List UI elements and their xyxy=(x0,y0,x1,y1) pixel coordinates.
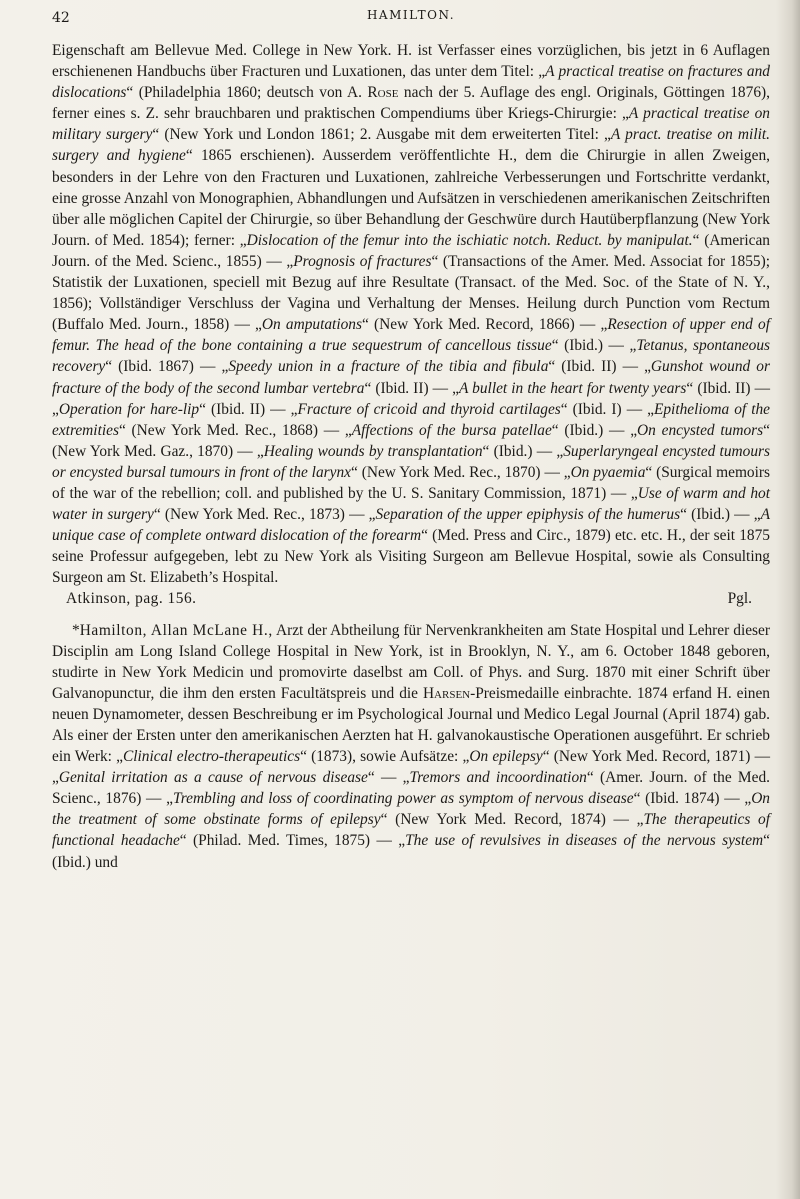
text-run: “ (New York Med. Rec., 1868) — „ xyxy=(118,421,352,439)
text-run: Harsen xyxy=(422,684,471,702)
text-run: “ (Transactions of the Amer. Med. Associat for 1855); Statistik der Luxationen, speciell mit Bezug auf ihre Resultate (Transact. of the Med. Soc. of the State of N. Y., 1856); Vollständiger Verschluss der Vagina und Verhaltung der Menses. Heilung durch Punction vom Rectum (Buffalo Med. Journ., 1858) — „ xyxy=(52,252,770,334)
text-run: Eigenschaft am Bellevue Med. College in New York. H. ist Verfasser eines vorzüglichen, bis jetzt in 6 Auflagen erschienenen Handbuchs über Fracturen und Luxationen, das unter dem Titel: „ xyxy=(52,42,770,81)
text-run: Rose xyxy=(367,84,399,102)
text-run: “ (Ibid.) und xyxy=(52,832,770,871)
title-citation: Use of warm and hot water in surgery xyxy=(52,484,770,524)
text-run: “ (New York Med. Record, 1866) — „ xyxy=(362,316,608,334)
title-citation: Superlaryngeal encysted tumours or encysted bursal tumours in front of the larynx xyxy=(52,442,770,481)
text-run: “ (Ibid.) — „ xyxy=(680,506,761,524)
title-citation: Dislocation of the femur into the ischiatic notch. Reduct. by manipulat. xyxy=(246,231,693,249)
entry-hamilton-allan xyxy=(52,620,770,873)
text-run: “ (Ibid. 1874) — „ xyxy=(633,790,752,808)
text-run: “ (Ibid.) — „ xyxy=(551,421,638,439)
text-run: “ (New York und London 1861; 2. Ausgabe mit dem erweiterten Titel: „ xyxy=(152,126,611,144)
text-run: “ (New York Med. Rec., 1873) — „ xyxy=(153,506,376,524)
title-citation: Speedy union in a fracture of the tibia and fibula xyxy=(228,358,549,376)
title-citation: A bullet in the heart for twenty years xyxy=(458,379,687,397)
title-citation: Affections of the bursa patellae xyxy=(351,421,552,439)
source-reference: Atkinson, pag. 156. xyxy=(66,590,197,608)
text-run: “ (Ibid. I) — „ xyxy=(560,400,654,418)
body-text xyxy=(52,40,770,873)
text-run: “ 1865 erschienen). Ausserdem veröffentlichte H., dem die Chirurgie in allen Zweigen, besonders in der Lehre von den Fracturen und Luxationen, zahlreiche Verbesserungen und Fortschritte verdankt, eine grosse Anzahl von Monographien, Abhandlungen und Aufsätzen in verschiedenen amerikanischen Zeitschriften über alle möglichen Capitel der Chirurgie, so über Behandlung der Geschwüre durch Hautüberpflanzung (New York Journ. of Med. 1854); ferner: „ xyxy=(52,147,771,249)
text-run: “ (Ibid. II) — „ xyxy=(548,358,651,376)
text-run: “ (New York Med. Record, 1874) — „ xyxy=(380,811,644,829)
text-run: “ (Med. Press and Circ., 1879) etc. etc. H., der seit 1875 seine Professur aufgegeben, lebt zu New York als Visiting Surgeon am Bellevue Hospital, sowie als Consulting Surgeon am St. Elizabeth’s Hospital. xyxy=(52,527,770,587)
text-run: “ (Ibid.) — „ xyxy=(551,337,637,355)
text-run: “ (1873), sowie Aufsätze: „ xyxy=(300,748,470,766)
title-citation: Resection of upper end of femur. The head of the bone containing a true sequestrum of cancellous tissue xyxy=(52,316,770,355)
text-run: “ (Ibid. II) — „ xyxy=(364,379,459,397)
text-run: “ (American Journ. of the Med. Scienc., 1855) — „ xyxy=(52,231,770,270)
title-citation: The therapeutics of functional headache xyxy=(52,811,770,850)
title-citation: On encysted tumors xyxy=(637,421,764,439)
entry-hamilton-continued xyxy=(52,40,770,610)
title-citation: On epilepsy xyxy=(469,748,543,766)
text-run: “ (New York Med. Gaz., 1870) — „ xyxy=(52,421,770,460)
running-head: HAMILTON. xyxy=(366,8,456,22)
title-citation: Trembling and loss of coordinating power as symptom of nervous disease xyxy=(172,790,634,808)
title-citation: A unique case of complete ontward dislocation of the forearm xyxy=(52,506,770,545)
title-citation: On the treatment of some obstinate forms of epilepsy xyxy=(52,790,770,829)
title-citation: Prognosis of fractures xyxy=(293,252,432,270)
title-citation: On pyaemia xyxy=(570,463,646,481)
text-run: “ (Amer. Journ. of the Med. Scienc., 1876) — „ xyxy=(52,769,770,808)
page-header xyxy=(52,8,770,32)
text-run: “ (Ibid. II) — „ xyxy=(52,379,770,418)
entry-byline xyxy=(52,588,770,609)
text-run: “ (New York Med. Rec., 1870) — „ xyxy=(351,463,571,481)
text-run: “ (Ibid. 1867) — „ xyxy=(105,358,229,376)
page-number: 42 xyxy=(52,10,70,26)
title-citation: Tremors and incoordination xyxy=(409,769,587,787)
title-citation: Genital irritation as a cause of nervous disease xyxy=(58,769,368,787)
title-citation: A practical treatise on military surgery xyxy=(52,105,770,144)
title-citation: A pract. treatise on milit. surgery and hygiene xyxy=(52,126,770,165)
text-run: “ (Surgical memoirs of the war of the rebellion; coll. and published by the U. S. Sanitary Commission, 1871) — „ xyxy=(52,463,771,502)
entry-paragraph xyxy=(52,620,770,873)
entry-marker: * xyxy=(72,621,80,639)
title-citation: Gunshot wound or fracture of the body of the second lumbar vertebra xyxy=(52,358,770,397)
title-citation: Operation for hare-lip xyxy=(58,400,200,418)
editor-signature: Pgl. xyxy=(727,590,752,608)
text-run: “ (Philadelphia 1860; deutsch von A. xyxy=(126,84,368,102)
entry-paragraph xyxy=(52,40,770,588)
title-citation: Separation of the upper epiphysis of the humerus xyxy=(375,506,681,524)
text-run: nach der 5. Auflage des engl. Originals, Göttingen 1876), ferner eines s. Z. sehr brauchbaren und praktischen Compendiums über Kriegs-Chirurgie: „ xyxy=(52,84,770,123)
title-citation: A practical treatise on fractures and dislocations xyxy=(52,63,770,102)
text-run: “ — „ xyxy=(367,769,410,787)
title-citation: On amputations xyxy=(261,316,362,334)
title-citation: Fracture of cricoid and thyroid cartilages xyxy=(297,400,561,418)
title-citation: The use of revulsives in diseases of the nervous system xyxy=(405,832,764,850)
title-citation: Clinical electro-therapeutics xyxy=(122,748,301,766)
text-run: -Preismedaille einbrachte. 1874 erfand H. einen neuen Dynamometer, dessen Beschreibung er im Psychological Journal und Medico Legal Journal (April 1874) gab. Als einer der Ersten unter den amerikanischen Aerzten hat H. galvanokaustische Operationen ausgeführt. Er schrieb ein Werk: „ xyxy=(52,684,770,766)
title-citation: Epithelioma of the extremities xyxy=(52,400,771,439)
text-run: Arzt der Abtheilung für Nervenkrankheiten am State Hospital und Lehrer dieser Disciplin am Long Island College Hospital in New York, ist in Brooklyn, N. Y., am 6. October 1848 geboren, studirte in New York Medicin und promovirte daselbst am Coll. of Phys. and Surg. 1870 mit einer Schrift über Galvanopunctur, die ihm den ersten Facultätspreis und die xyxy=(52,621,770,702)
text-run: “ (Ibid.) — „ xyxy=(482,442,564,460)
text-run: “ (Ibid. II) — „ xyxy=(199,400,298,418)
text-run: “ (New York Med. Record, 1871) — „ xyxy=(52,748,770,787)
entry-headword: Hamilton, Allan McLane H., xyxy=(79,621,273,639)
text-run: “ (Philad. Med. Times, 1875) — „ xyxy=(179,832,406,850)
title-citation: Tetanus, spontaneous recovery xyxy=(52,337,770,376)
title-citation: Healing wounds by transplantation xyxy=(263,442,483,460)
